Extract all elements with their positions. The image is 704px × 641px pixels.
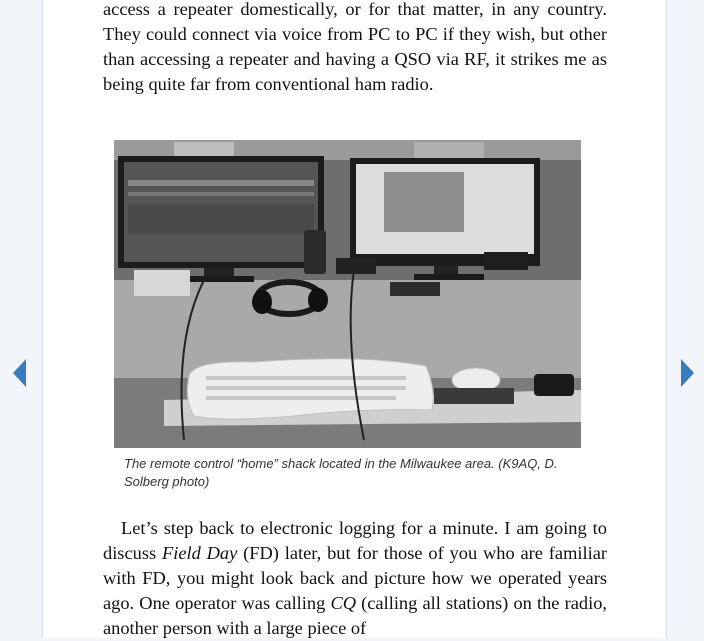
field-day-emphasis: Field Day: [161, 543, 238, 563]
paragraph-2-text-3: (calling all stations) on the radio, another person with a large piece of: [103, 593, 607, 638]
paragraph-2: [103, 516, 607, 641]
paragraph-2-text-2: (FD) later, but for those of you who are familiar with FD, you might look back and picture how we operated years ago. One operator was calling: [103, 543, 607, 613]
previous-page-button[interactable]: [12, 358, 28, 388]
figure-caption: The remote control “home” shack located in the Milwaukee area. (K9AQ, D. Solberg photo): [124, 456, 558, 489]
paragraph-1: access a repeater domestically, or for that matter, in any country. They could connect via voice from PC to PC if they wish, but other than accessing a repeater and having a QSO via RF, it strikes me as being quite far from conventional ham radio.: [103, 0, 607, 94]
paragraph-2-text-1: Let’s step back to electronic logging for a minute. I am going to discuss: [103, 518, 607, 563]
cq-emphasis: CQ: [330, 593, 356, 613]
shack-photo: [114, 140, 581, 448]
next-page-button[interactable]: [679, 358, 695, 388]
triangle-left-icon: [12, 358, 28, 388]
book-page: [42, 0, 667, 638]
triangle-right-icon: [679, 358, 695, 388]
